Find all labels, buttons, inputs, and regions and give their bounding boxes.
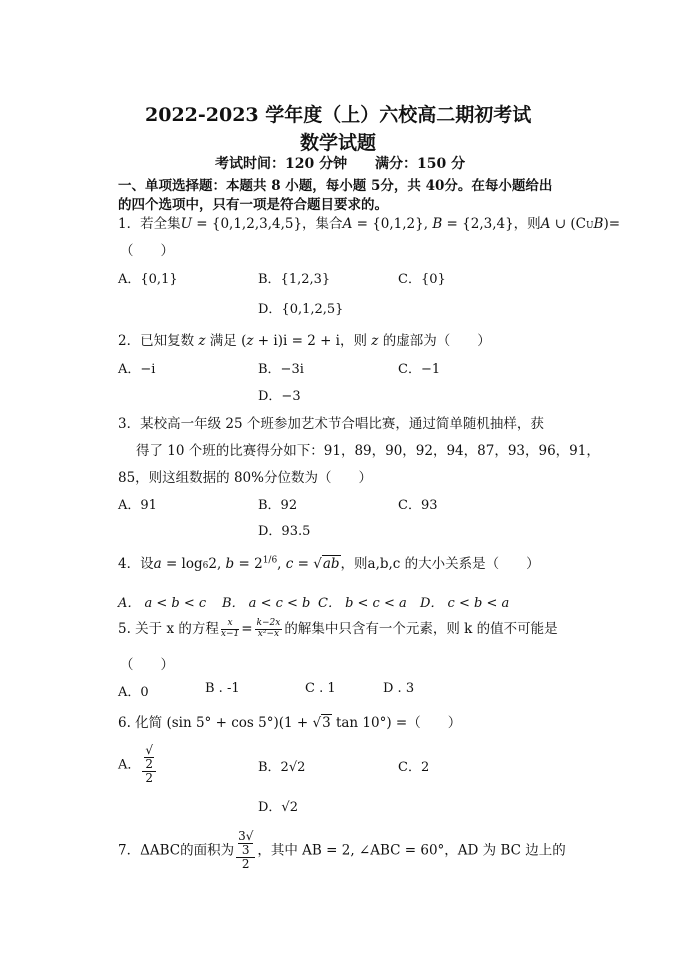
question-5-stem: 5. 关于 x 的方程 $\frac{x}{x-1}$ = $\frac{k-2x}{\text{x²−x}}$ 的解集中只含有一个元素，则 k 的值不可能是 [118,618,558,639]
question-3-option-b[interactable]: B．92 [258,498,298,513]
question-1-option-b[interactable]: B．{1,2,3} [258,272,331,287]
section-heading-line1: 一、单项选择题：本题共 8 小题，每小题 5分，共 40分。在每小题给出 [118,178,553,194]
question-5-option-a[interactable]: A．0 [118,685,149,700]
question-4-option-a[interactable]: A． a < b < c [118,596,207,611]
question-6-option-d[interactable]: D．√2 [258,800,298,815]
section-heading-line2: 的四个选项中，只有一项是符合题目要求的。 [118,197,388,213]
question-2-stem: 2．已知复数 z 满足 (z + i)i = 2 + i，则 z 的虚部为（ ） [118,333,491,349]
question-2-option-a[interactable]: A．−i [118,362,156,377]
question-1-option-c[interactable]: C．{0} [398,272,446,287]
question-6-option-b[interactable]: B．2√2 [258,760,306,775]
exam-time: 考试时间：120 分钟 [215,156,348,172]
question-3-option-d[interactable]: D．93.5 [258,524,311,539]
question-5-option-c[interactable]: C . 1 [305,681,336,696]
question-3-stem-cont2: 85，则这组数据的 80%分位数为（ ） [118,470,372,486]
question-4-option-c[interactable]: C． b < c < a [318,596,407,611]
question-1-stem: 1．若全集U = {0,1,2,3,4,5}，集合A = {0,1,2}, B = {2,3,4}，则A ∪ (CUB)= [118,216,621,232]
question-5-option-b[interactable]: B . -1 [205,681,240,696]
question-3-option-a[interactable]: A．91 [118,498,157,513]
question-1-option-d[interactable]: D．{0,1,2,5} [258,302,344,317]
exam-subtitle: 数学试题 [300,132,377,154]
question-2-option-c[interactable]: C．−1 [398,362,441,377]
exam-title: 2022-2023 学年度（上）六校高二期初考试 [145,104,532,126]
question-1-option-a[interactable]: A．{0,1} [118,272,178,287]
question-4-option-d[interactable]: D． c < b < a [420,596,510,611]
question-2-option-d[interactable]: D．−3 [258,389,301,404]
question-6-stem: 6. 化简 (sin 5° + cos 5°)(1 + √3 tan 10°) =（ ） [118,715,462,731]
question-6-option-c[interactable]: C．2 [398,760,430,775]
question-3-stem-cont: 得了 10 个班的比赛得分如下：91，89，90，92，94，87，93，96，91， [136,443,600,459]
question-1-paren: （ ） [120,243,174,259]
question-3-option-c[interactable]: C．93 [398,498,438,513]
exam-score: 满分：150 分 [375,156,466,172]
question-5-paren: （ ） [120,657,174,673]
question-2-option-b[interactable]: B．−3i [258,362,304,377]
question-7-stem: 7．ΔABC的面积为 3√ 3 2 ，其中 AB = 2, ∠ABC = 60°，AD 为 BC 边上的 [118,829,566,872]
question-5-option-d[interactable]: D . 3 [383,681,415,696]
question-6-option-a[interactable]: A． √ 2 2 [118,744,158,786]
question-3-stem: 3．某校高一年级 25 个班参加艺术节合唱比赛，通过简单随机抽样，获 [118,416,544,432]
question-4-stem: 4．设a = log62, $b = 2^{1/6}$, c = √ab，则a,b,c 的大小关系是（ ） [118,555,540,572]
question-4-option-b[interactable]: B． a < c < b [222,596,311,611]
